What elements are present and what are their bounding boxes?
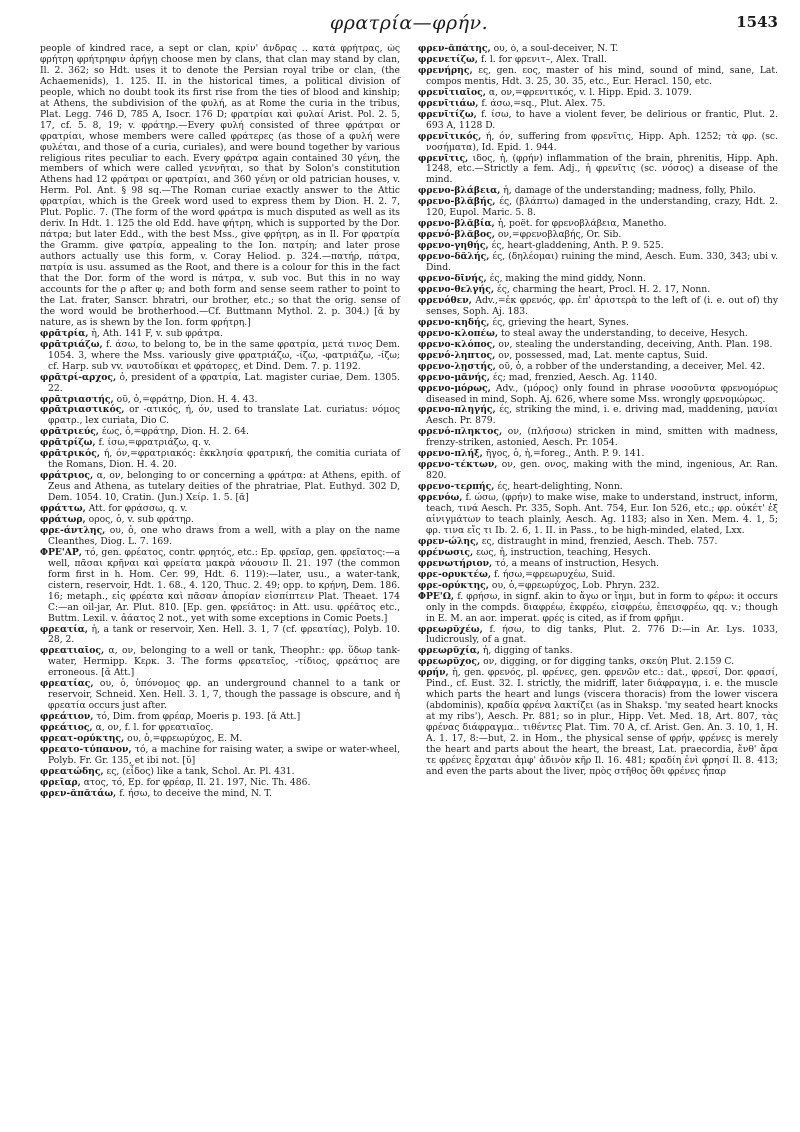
entry-text: ιδος, ἡ, (φρήν) inflammation of the brain, phrenitis, Hipp. Aph. 1248, etc.—Strictly a fem. Adj., ἡ φρενῖτις (sc. νόσος) a disease of the mind. [426,152,778,186]
entry-text: ές, charming the heart, Procl. H. 2. 17, Nonn. [496,283,711,295]
entry-text: ές, heart-delighting, Nonn. [497,481,623,493]
dictionary-entry [418,384,778,406]
entry-headword: φρᾱτρίζω, [40,437,96,449]
entry-text: ου, ὁ, one who draws from a well, with a play on the name Cleanthes, Diog. L. 7. 169. [48,524,400,547]
entry-headword: φρενο-πληγής, [418,404,496,416]
entry-headword: φρένωσις, [418,546,474,558]
entry-headword: φρενό-πληκτος, [418,426,503,438]
entry-headword: φρεατιαῖος, [40,645,105,657]
running-head: φρατρία—φρήν. [329,12,489,34]
entry-text: f. l. for φρενιτ–, Alex. Trall. [480,53,607,65]
dictionary-entry [418,493,778,537]
dictionary-entry [40,789,400,800]
entry-headword: φράττω, [40,503,86,515]
entry-text: f. φρήσω, in signf. akin to ἄγω or ἵημι, but in form to φέρω: it occurs only in the compds. διαφρέω, ἐκφρέω, εἰσφρέω, ἐπεισφρέω, qq. v.; though in E. M. an aor. imperat. φρές is cited, as if from φρῆμι. [426,590,778,624]
entry-headword: φρενο-θελγής, [418,283,495,295]
entry-headword: φρενο-δᾰλής, [418,251,490,263]
entry-headword: φρενωτήριον, [418,557,493,569]
entry-text: ον,=φρενοβλαβής, Or. Sib. [497,229,622,241]
dictionary-entry [40,548,400,625]
dictionary-entry [418,110,778,132]
entry-text: ες, gen. εος, master of his mind, sound of mind, sane, Lat. compos mentis, Hdt. 3. 25, 30. 35, etc., Eur. Heracl. 150, etc. [426,64,778,87]
entry-text: ές, (βλάπτω) damaged in the understanding, crazy, Hdt. 2. 120, Eupol. Maric. 5. 8. [426,196,778,219]
entry-text: people of kindred race, a sept or clan, κρίν' ἄνδρας .. κατὰ φρήτρας, ὡς φρήτρη φρήτρηφιν ἀρήγῃ choose men by clans, that clan may stand by clan, Il. 2. 362; so Hdt. uses it to denote the Persian royal tribe or clan, (the Achaemenids), 1. 125. II. in the historical times, a political division of people, which no doubt took its first rise from the ties of blood and kinship; at Athens, the subdivision of the φυλή, as at Rome the curia in the tribus, Plat. Legg. 746 D, 785 A, Isocr. 176 D; φρατρίαι καὶ φυλαί Arist. Pol. 2. 5, 17, cf. 5. 8, 19; v. φράτηρ.—Every φυλή consisted of three φράτραι or φρατρίαι, whose members were called φράτερες (as those of a φυλή were φυλέται, and those of a curia, curiales), and were bound together by various religious rites peculiar to each. Every φράτρα again contained 30 γένη, the members of which were called γεννῆται, so that by Solon's constitution Athens had 12 φράτραι or φρατρίαι, and 360 γένη or old patrician houses, v. Herm. Pol. Ant. § 98 sq.—The Roman curiae exactly answer to the Attic φρατρίαι, which is the Greek word used to express them by Dion. H. 2. 7, Plut. Poplic. 7. (The form of the word φράτρα is much disputed as well as its deriv. In Hdt. 1. 125 the old Edd. have φήτρη, which is supported by the Dor. πάτρα; but later Edd., with the best Mss., give φρήτρη, as in Il. For φρατρία the Gramm. give φατρία, appealing to the Ion. πατρίη; and later prose authors actually use this form, v. Coray Heliod. p. 324.—πατήρ, πάτρα, πατρία is usu. assumed as the Root, and there is a colour for this in the fact that the Dor. form of the word is πάτρα, v. sub voc. But this in no way accounts for the ρ after φ; and both form and sense seem rather to point to the Lat. frater, Sanscr. bhratri, our brother, etc.; so that the orig. sense of the word would be brotherhood.—Cf. Buttmann Mythol. 2. p. 304.) [ᾰ by nature, as is shewn by the Ion. form φρήτρη.] [40,44,400,328]
entry-text: Att. for φράσσω, q. v. [88,503,188,515]
entry-text: α, ον,=φρενιτικός, v. l. Hipp. Epid. 3. 1079. [488,86,692,98]
entry-text: ες, (εἶδος) like a tank, Schol. Ar. Pl. 431. [106,765,295,777]
page-number: 1543 [736,13,778,31]
entry-text: Adv.,=ἐκ φρενός, φρ. ἐπ' ἀριστερὰ to the left of (i. e. out of) thy senses, Soph. Aj. 183. [426,294,778,317]
entry-headword: φρεατώδης, [40,765,104,777]
entry-headword: φρεατία, [40,623,88,635]
entry-text: Adv., (μόρος) only found in phrase νοσοῦντα φρενομόρως diseased in mind, Soph. Aj. 626, where some Mss. wrongly φρενομώρως. [426,382,778,405]
entry-text: τό, a machine for raising water, a swipe or water-wheel, Polyb. Fr. Gr. 135, et ibi not. [ῠ] [48,744,401,766]
entry-headword: φρεάτιος, [40,722,93,734]
entry-text: f. ήσω, to deceive the mind, N. T. [119,787,272,799]
dictionary-entry [40,526,400,548]
entry-headword: φρᾱτριαστικός, [40,404,125,416]
entry-headword: φρεατίας, [40,678,94,690]
entry-text: ές, (δηλέομαι) ruining the mind, Aesch. Eum. 330, 343; ubi v. Dind. [426,251,778,274]
entry-text: ἡ, Ath. 141 F, v. sub φράτρα. [91,327,223,339]
entry-headword: φρενῑτιαῖος, [418,86,486,98]
page-header [40,10,778,38]
entry-text: ἡ, damage of the understanding; madness, folly, Philo. [503,185,756,197]
entry-headword: φρενο-βλᾰβής, [418,196,496,208]
entry-headword: φρεν-ᾰπᾰτάω, [40,787,117,799]
entry-text: f. άσω, to belong to, be in the same φρατρία, μετά τινος Dem. 1054. 3, where the Mss. variously give φρατριάζω, -ίζω, -φατριάζω, -ίζω; cf. Harp. sub vv. ναυτοδίκαι et φράτορες, et Dind. Dem. 7. p. 1192. [48,338,400,372]
entry-headword: φρε-ορύκτης, [418,579,489,591]
entry-headword: φρενῑτίζω, [418,108,477,120]
entry-text: α, ον, f. l. for φρεατιαῖος. [95,722,214,734]
entry-headword: φρενόθεν, [418,294,472,306]
entry-headword: φρε-άντλης, [40,524,106,536]
entry-text: f. ίσω, to have a violent fever, be delirious or frantic, Plut. 2. 693 A, 1128 D. [426,108,778,131]
entry-headword: φρενο-κλόπος, [418,338,496,350]
entry-headword: φρεωρῠχος, [418,656,481,668]
entry-headword: φράτωρ, [40,513,86,525]
entry-headword: φρενο-βλάβεια, [418,185,501,197]
dictionary-entry [40,745,400,767]
entry-headword: φρενο-γηθής, [418,240,489,252]
entry-text: οῦ, ὁ, a robber of the understanding, a deceiver, Mel. 42. [498,360,765,372]
entry-headword: φρενῑτικός, [418,130,482,142]
entry-text: ον, possessed, mad, Lat. mente captus, Suid. [498,349,708,361]
entry-headword: φρενετίζω, [418,53,478,65]
entry-headword: φρενό-βλᾰβος, [418,229,495,241]
dictionary-entry [40,373,400,395]
dictionary-entry [418,252,778,274]
right-column [418,44,778,1122]
entry-text: f. ώσω, (φρήν) to make wise, make to understand, instruct, inform, teach, τινά Aesch. Pr. 335, Soph. Ant. 754, Eur. Ion 526, etc.; φρ. οὐκέτ' ἐξ αἰνιγμάτων to teach plainly, Aesch. Ag. 1183; also in Xen. Mem. 4. 1, 5; φρ. τινα εἴς τι Ib. 2. 6, 1. II. in Pass., to be high-minded, elated, Lxx. [426,492,778,536]
entry-text: ἡ, a tank or reservoir, Xen. Hell. 3. 1, 7 (cf. φρεατίας), Polyb. 10. 28, 2. [48,623,400,646]
entry-text: ἡ, poët. for φρενοβλάβεια, Manetho. [497,218,667,230]
dictionary-entry [40,405,400,427]
entry-headword: φρενόω, [418,492,463,504]
entry-headword: φρεατο-τύπανον, [40,744,132,755]
entry-headword: φρᾱτρικός, [40,448,101,460]
entry-text: ῆγος, ὁ, ἡ,=foreg., Anth. P. 9. 141. [485,448,645,460]
entry-headword: φρᾱτρί-αρχος, [40,371,117,383]
dictionary-entry [418,296,778,318]
dictionary-entry [40,646,400,679]
entry-headword: φρεωρῠχία, [418,645,480,657]
entry-text: f. ίσω,=φρατριάζω, q. v. [98,437,211,449]
entry-headword: φρενο-βλᾰβία, [418,218,495,230]
dictionary-entry [418,197,778,219]
entry-headword: φρενο-πλήξ, [418,448,483,460]
entry-text: έως, ὁ,=φράτηρ, Dion. H. 2. 64. [101,426,249,438]
entry-text: ες, distraught in mind, frenzied, Aesch. Theb. 757. [481,535,718,547]
entry-headword: φρενο-δῑνής, [418,273,487,285]
dictionary-entry [40,679,400,712]
dictionary-entry [418,132,778,154]
entry-text: ου, ὁ, a soul-deceiver, N. T. [493,44,619,54]
entry-text: τό, a means of instruction, Hesych. [495,557,660,569]
entry-headword: φρενο-κηδής, [418,316,490,328]
entry-text: ον, stealing the understanding, deceiving, Anth. Plan. 198. [498,338,773,350]
entry-headword: φρενῖτις, [418,152,469,164]
entry-text: ον, (πλήσσω) stricken in mind, smitten with madness, frenzy-striken, astonied, Aesch. Pr. 1054. [426,426,778,449]
entry-headword: φρενό-ληπτος, [418,349,496,361]
entry-text: ή, όν,=φρατριακός: ἐκκλησία φρατρική, the comitia curiata of the Romans, Dion. H. 4. 20. [48,448,401,471]
dictionary-entry [418,66,778,88]
entry-headword: φρήν, [418,667,449,679]
entry-headword: φρενο-λῃστής, [418,360,496,372]
entry-headword: φρεν-ᾰπάτης, [418,44,491,54]
entry-text: ὁ, president of a φρατρία, Lat. magister curiae, Dem. 1305. 22. [48,371,401,394]
dictionary-entry [418,460,778,482]
entry-text: ές; mad, frenzied, Aesch. Ag. 1140. [492,371,658,383]
entry-headword: φρενο-μᾰνής, [418,371,490,383]
entry-text: f. ήσω, to dig tanks, Plut. 2. 776 D:—in Ar. Lys. 1033, ludicrously, of a gnat. [426,623,778,646]
entry-headword: φρᾱτριάζω, [40,338,103,350]
dictionary-entry [418,405,778,427]
entry-text: f. ήσω,=φρεωρυχέω, Suid. [493,568,616,580]
dictionary-entry [40,340,400,373]
entry-text: ου, ὁ, ὑπόνομος φρ. an underground channel to a tank or reservoir, Schneid. Xen. Hell. 3. 1, 7, though the passage is obscure, and ἡ φρεατία occurs just after. [48,678,400,712]
entry-headword: φρᾱτρία, [40,327,89,339]
entry-headword: φρενο-κλοπέω, [418,327,499,339]
entry-text: α, ον, belonging to a well or tank, Theophr.: φρ. ὕδωρ tank-water, Hermipp. Κερκ. 3. The forms φρεατεῖος, -τίδιος, φρεάτιος are erroneous. [ᾰ Att.] [48,645,401,679]
entry-text: ου, ὁ,=φρεωρύχος, E. M. [127,733,243,745]
entry-text: τό, Dim. from φρέαρ, Moeris p. 193. [ᾰ Att.] [96,711,301,723]
entry-text: ον, digging, or for digging tanks, σκεύη Plut. 2.159 C. [483,656,734,668]
entry-text: ές, striking the mind, i. e. driving mad, maddening, μανίαι Aesch. Pr. 879. [426,404,778,427]
entry-headword: φρενῑτιάω, [418,97,479,109]
entry-headword: ΦΡΕ'Ω, [418,590,455,602]
entry-text: ἡ, digging of tanks. [482,645,573,657]
entry-text: εως, ἡ, instruction, teaching, Hesych. [476,546,651,558]
entry-text: ου, ὁ,=φρεωρύχος, Lob. Phryn. 232. [491,579,660,591]
entry-headword: φράτριος, [40,470,94,482]
entry-headword: φρενο-τερπής, [418,481,495,493]
entry-headword: φρενο-μόρως, [418,382,491,394]
entry-text: οῦ, ὁ,=φράτηρ, Dion. H. 4. 43. [116,393,258,405]
entry-headword: φρενήρης, [418,64,473,76]
dictionary-entry [40,449,400,471]
entry-headword: φρᾱτριεύς, [40,426,99,438]
entry-headword: φρεατ-ορύκτης, [40,733,125,745]
entry-text: ατος, τό, Ep. for φρέαρ, Il. 21. 197, Nic. Th. 486. [83,776,311,788]
entry-headword: φρεῖαρ, [40,776,81,788]
entry-text: ές, heart-gladdening, Anth. P. 9. 525. [491,240,664,252]
entry-text: ή, όν, suffering from φρενῖτις, Hipp. Aph. 1252; τὰ φρ. (sc. νοσήματα), Id. Epid. 1. 944. [426,130,778,153]
dictionary-entry [418,427,778,449]
dictionary-entry [40,625,400,647]
dictionary-entry [40,44,400,329]
entry-headword: φρεν-ώλης, [418,535,479,547]
dictionary-entry [418,154,778,187]
entry-text: ον, gen. ονος, making with the mind, ingenious, Ar. Ran. 820. [426,459,778,482]
entry-text: to steal away the understanding, to deceive, Hesych. [500,327,748,339]
entry-text: ές, making the mind giddy, Nonn. [489,273,646,285]
entry-text: ές, grieving the heart, Synes. [492,316,629,328]
dictionary-columns [40,44,778,1122]
entry-headword: φρε-ορυκτέω, [418,568,492,580]
entry-text: ἡ, gen. φρενός, pl. φρένες, gen. φρενῶν etc.: dat., φρεσί, Dor. φρασί, Pind., cf. Eust. 32. I. strictly, the midriff, later διάφραγμα, i. e. the muscle which parts the heart and lungs (viscera thoracis) from the lower viscera (abdominis), κραδία φρένα λακτίζει (as in Shaksp. 'my seated heart knocks at my ribs'), Aesch. Pr. 881; so in plur., Hipp. Vet. Med. 18, Art. 807, τὰς φρένας διάφραγμα.. τιθέντες Plat. Tim. 70 A, cf. Arist. Gen. An. 3. 10, 1, H. A. 1. 17, 8:—but, 2. in Hom., the physical sense of φρήν, φρένες is merely the heart and parts about the heart, the breast, Lat. praecordia, ἔνθ' ἄρα τε φρένες ἔρχαται ἀμφ' ἁδινὸν κῆρ Il. 16. 481; κραδίη ἐνὶ φρησί Il. 8. 413; and even the parts about the liver, πρὸς στῆθος ὅθι φρένες ἧπαρ [426,667,778,777]
dictionary-entry [40,471,400,504]
entry-headword: ΦΡΕ'ΑΡ, [40,546,82,558]
entry-headword: φρενο-τέκτων, [418,459,498,471]
entry-text: α, ον, belonging to or concerning a φράτρα: at Athens, epith. of Zeus and Athena, as tutelary deities of the phratriae, Plat. Euthyd. 302 D, Dem. 1054. 10, Cratin. (Jun.) Χείρ. 1. 5. [ᾱ] [48,470,400,504]
entry-headword: φρεάτιον, [40,711,94,723]
entry-text: ορος, ὁ, v. sub φράτηρ. [88,513,194,525]
entry-text: f. άσω,=sq., Plut. Alex. 75. [481,97,606,109]
dictionary-entry [418,668,778,778]
entry-headword: φρεωρῠχέω, [418,623,483,635]
entry-text: τό, gen. φρέατος, contr. φρητός, etc.: Ep. φρεῖαρ, gen. φρεῖατος:—a well, πᾶσαι κρῆναι καὶ φρείατα μακρὰ νάουσιν Il. 21. 197 (the common form first in h. Hom. Cer. 99, Hdt. 6. 119):—later, usu., a water-tank, cistern, reservoir, Hdt. 1. 68., 4. 120, Thuc. 2. 49; opp. to κρήνη, Dem. 186. 16; metaph., εἰς φρέατα καὶ πᾶσαν ἀπορίαν εἰσπίπτειν Plat. Theaet. 174 C:—an oil-jar, Ar. Plut. 810. [Ep. gen. φρείᾱτος: in Att. usu. φρέᾱτος etc., Buttm. Lexil. v. ἀάατος 2 not., yet with some exceptions in Comic Poets.] [48,546,400,624]
entry-headword: φρᾱτριαστής, [40,393,114,405]
entry-text: or -ατικός, ή, όν, used to translate Lat. curiatus: νόμος φρατρ., lex curiata, Dio C. [48,404,400,427]
left-column [40,44,400,1122]
dictionary-entry [418,592,778,625]
dictionary-entry [418,625,778,647]
